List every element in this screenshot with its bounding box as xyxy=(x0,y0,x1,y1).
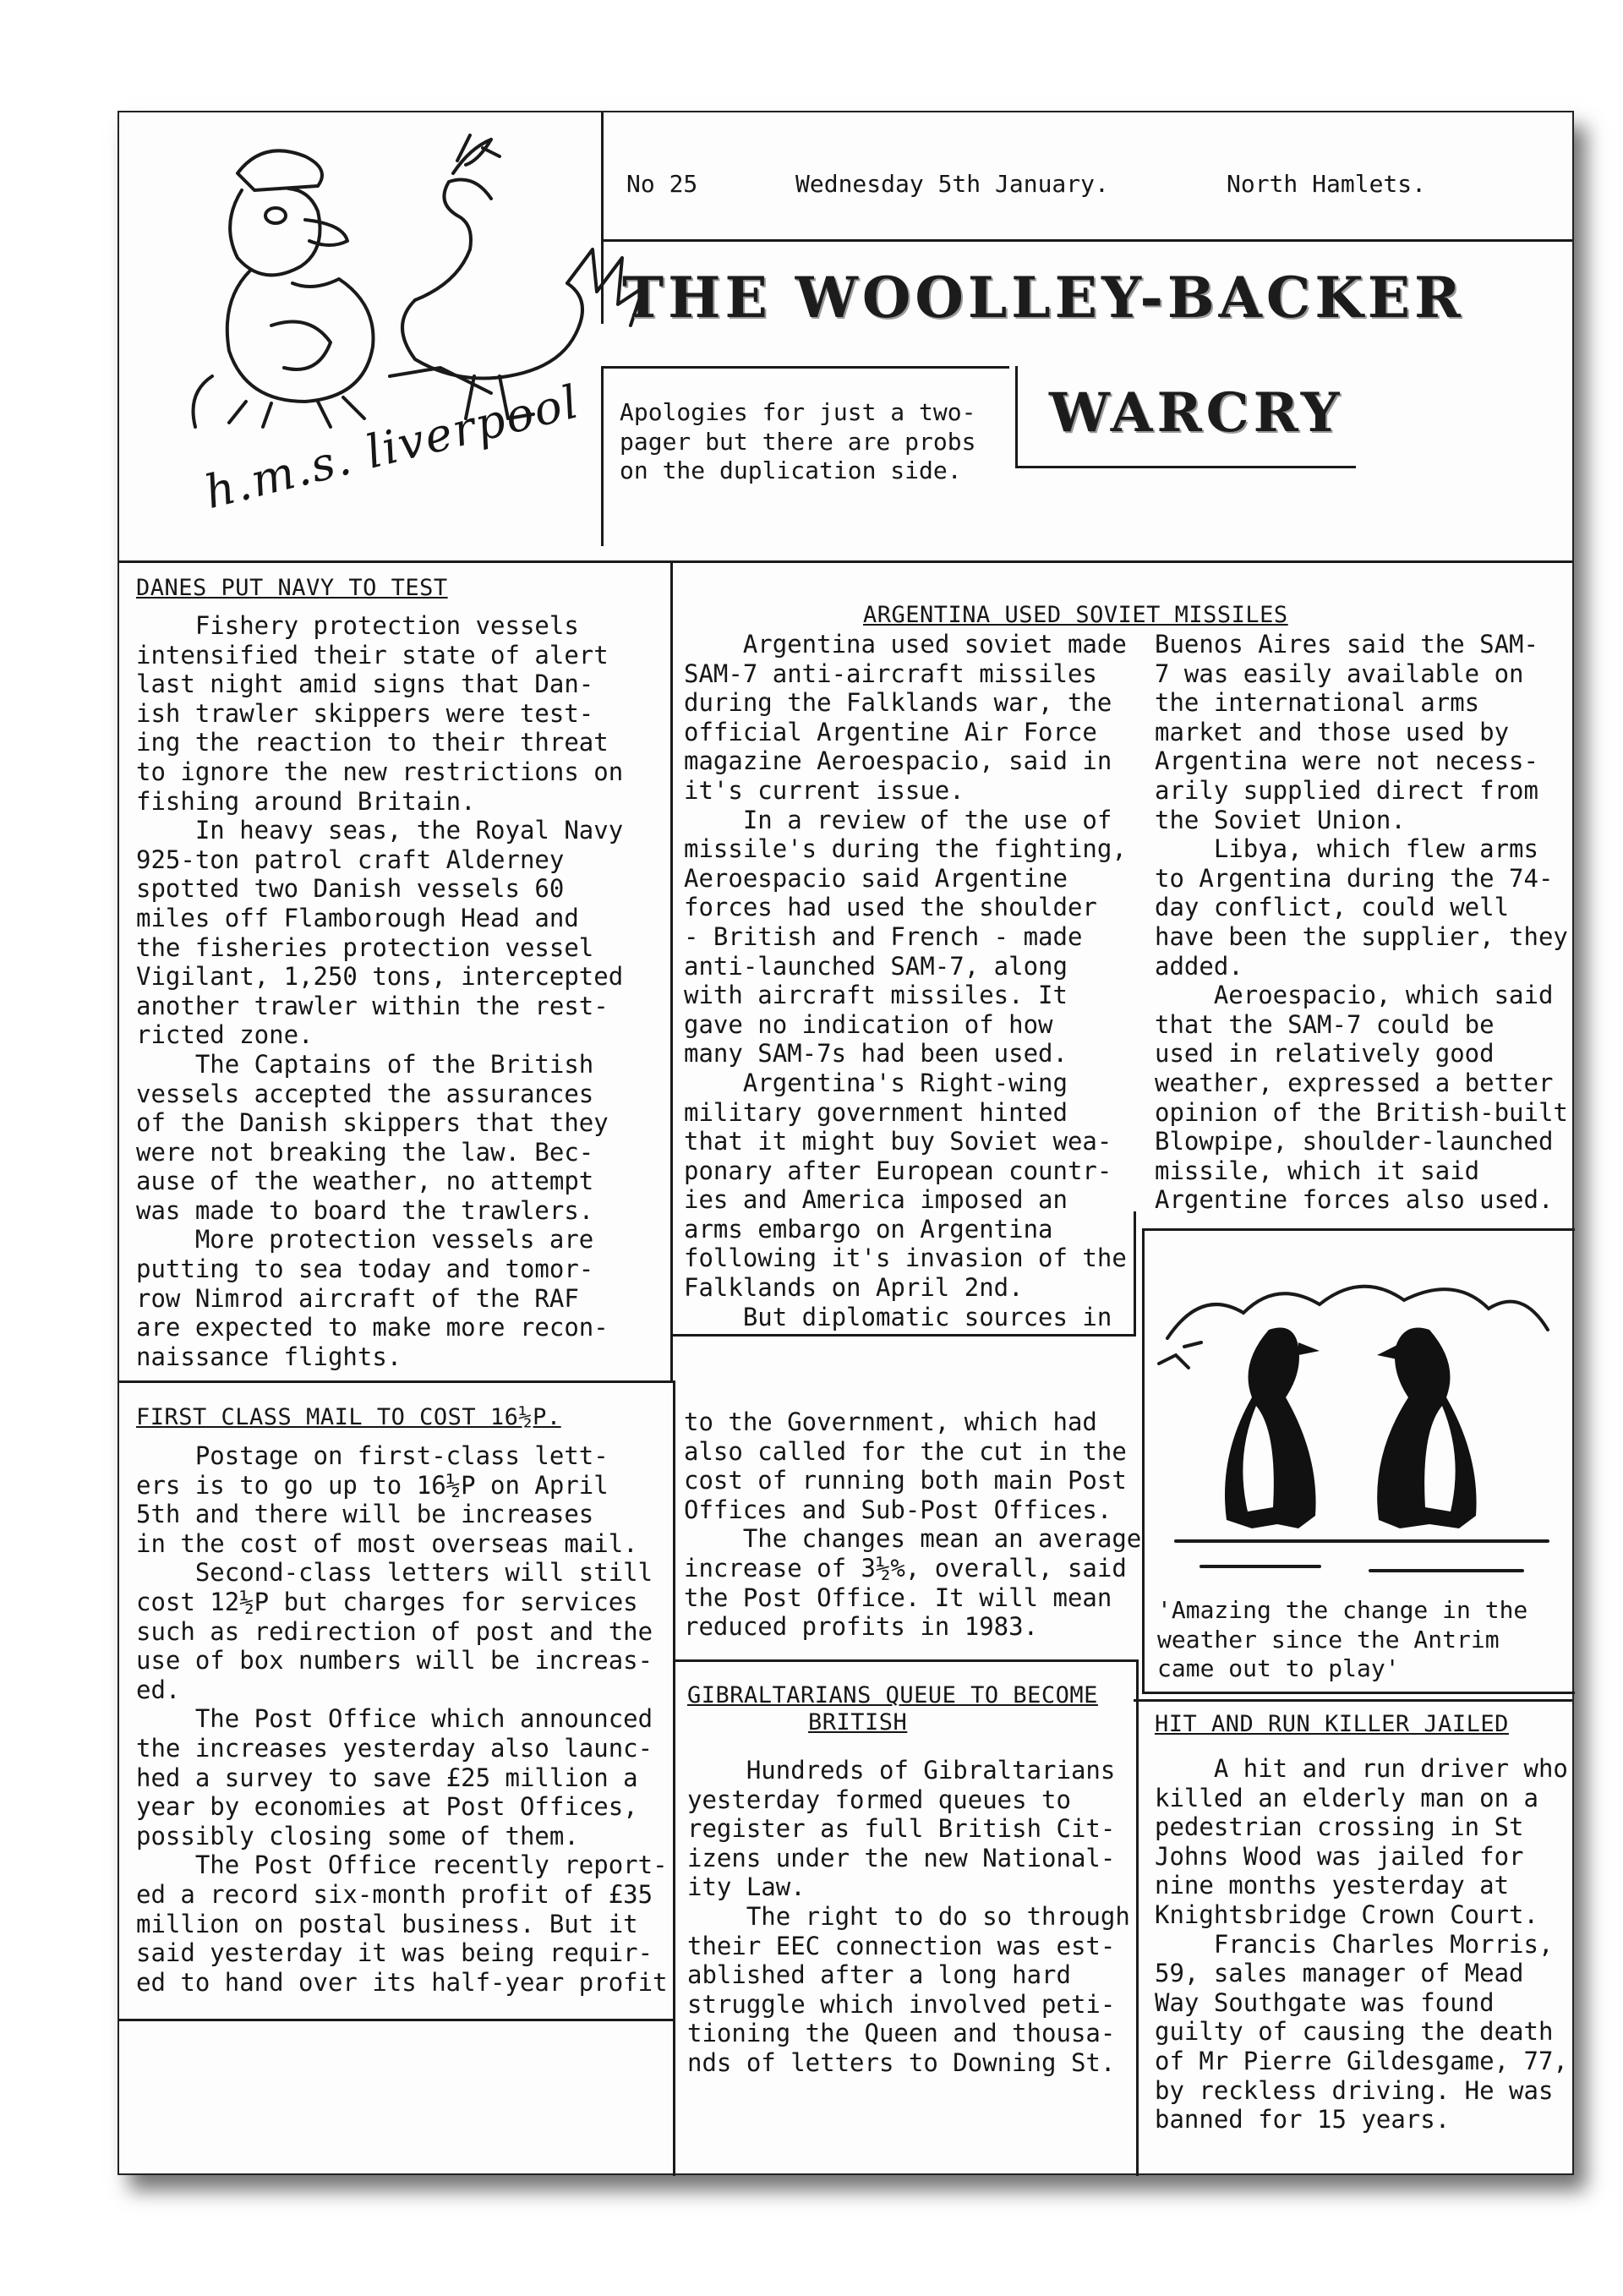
gibraltar-body: Hundreds of Gibraltarians yesterday formed queues to register as full British Cit- izens under the new National- ity Law. The right to do so through their EEC connection was est- ablished after a long hard struggle which involved peti- tioning the Queen and thousa- nds of letters to Downing St. xyxy=(687,1756,1130,2077)
penguins-cartoon xyxy=(1150,1237,1565,1592)
mail-col2: to the Government, which had also called for the cut in the cost of running both main Post Offices and Sub-Post Offices. The changes mean an average increase of 3½%, overall, said the Post Office. It will mean reduced profits in 1983. xyxy=(684,1408,1142,1642)
gibraltar-headline-2: BRITISH xyxy=(808,1709,908,1736)
argentina-col2: Buenos Aires said the SAM- 7 was easily available on the international arms market and those used by Argentina were not necess- arily supplied direct from the Soviet Union. Libya, which flew arms to Argentina during the 74- day conflict, could well have been the supplier, they added. Aeroespacio, which said that the SAM-7 could be used in relatively good weather, expressed a better opinion of the British-built Blowpipe, shoulder-launched missile, which it said Argentine forces also used. xyxy=(1155,630,1568,1215)
issue-date: Wednesday 5th January. xyxy=(795,170,1109,198)
masthead-warcry: WARCRY xyxy=(1049,381,1344,445)
argentina-col1: Argentina used soviet made SAM-7 anti-aircraft missiles during the Falklands war, the official Argentine Air Force magazine Aeroespacio, said in it's current issue. In a review of the use of missile's during the fighting, Aeroespacio said Argentine forces had used the shoulder - British and French - made anti-launched SAM-7, along with aircraft missiles. It gave no indication of how many SAM-7s had been used. Argentina's Right-wing military government hinted that it might buy Soviet wea- ponary after European countr- ies and America imposed an arms embargo on Argentina following it's invasion of the Falklands on April 2nd. But diplomatic sources in xyxy=(684,630,1127,1331)
hitrun-headline: HIT AND RUN KILLER JAILED xyxy=(1155,1711,1509,1737)
danes-body: Fishery protection vessels intensified their state of alert last night amid signs that Dan- ish trawler skippers were test- ing the reaction to their threat to ignore the new restrictions on fishing around Britain. In heavy seas, the Royal Navy 925-ton patrol craft Alderney spotted two Danish vessels 60 miles off Flamborough Head and the fisheries protection vessel Vigilant, 1,250 tons, intercepted another trawler within the rest- ricted zone. The Captains of the British vessels accepted the assurances of the Danish skippers that they were not breaking the law. Bec- ause of the weather, no attempt was made to board the trawlers. More protection vessels are putting to sea today and tomor- row Nimrod aircraft of the RAF are expected to make more recon- naissance flights. xyxy=(136,611,624,1371)
danes-headline: DANES PUT NAVY TO TEST xyxy=(136,575,448,601)
argentina-headline: ARGENTINA USED SOVIET MISSILES xyxy=(863,602,1288,628)
issue-place: North Hamlets. xyxy=(1227,170,1427,198)
issue-number: No 25 xyxy=(626,170,698,198)
hitrun-body: A hit and run driver who killed an elderly man on a pedestrian crossing in St Johns Wood was jailed for nine months yesterday at Knightsbridge Crown Court. Francis Charles Morris, 59, sales manager of Mead Way Southgate was found guilty of causing the death of Mr Pierre Gildesgame, 77, by reckless driving. He was banned for 15 years. xyxy=(1155,1754,1568,2135)
apology-note: Apologies for just a two- pager but there are probs on the duplication side. xyxy=(620,398,976,485)
cartoon-caption: 'Amazing the change in the weather since the Antrim came out to play' xyxy=(1157,1596,1528,1683)
mail-col1: Postage on first-class lett- ers is to go up to 16½P on April 5th and there will be increases in the cost of most overseas mail. Second-class letters will still cost 12½P but charges for services such as redirection of post and the use of box numbers will be increas- ed. The Post Office which announced the increases yesterday also launc- hed a survey to save £25 million a year by economies at Post Offices, possibly closing some of them. The Post Office recently report- ed a record six-month profit of £35 million on postal business. But it said yesterday it was being requir- ed to hand over its half-year profit xyxy=(136,1441,668,1997)
logo-text: h.m.s. liverpool xyxy=(199,374,585,520)
newsletter-page xyxy=(117,111,1574,2175)
gibraltar-headline-1: GIBRALTARIANS QUEUE TO BECOME xyxy=(687,1682,1098,1708)
mail-headline: FIRST CLASS MAIL TO COST 16½P. xyxy=(136,1404,561,1430)
masthead-title: THE WOOLLEY-BACKER xyxy=(622,265,1465,331)
